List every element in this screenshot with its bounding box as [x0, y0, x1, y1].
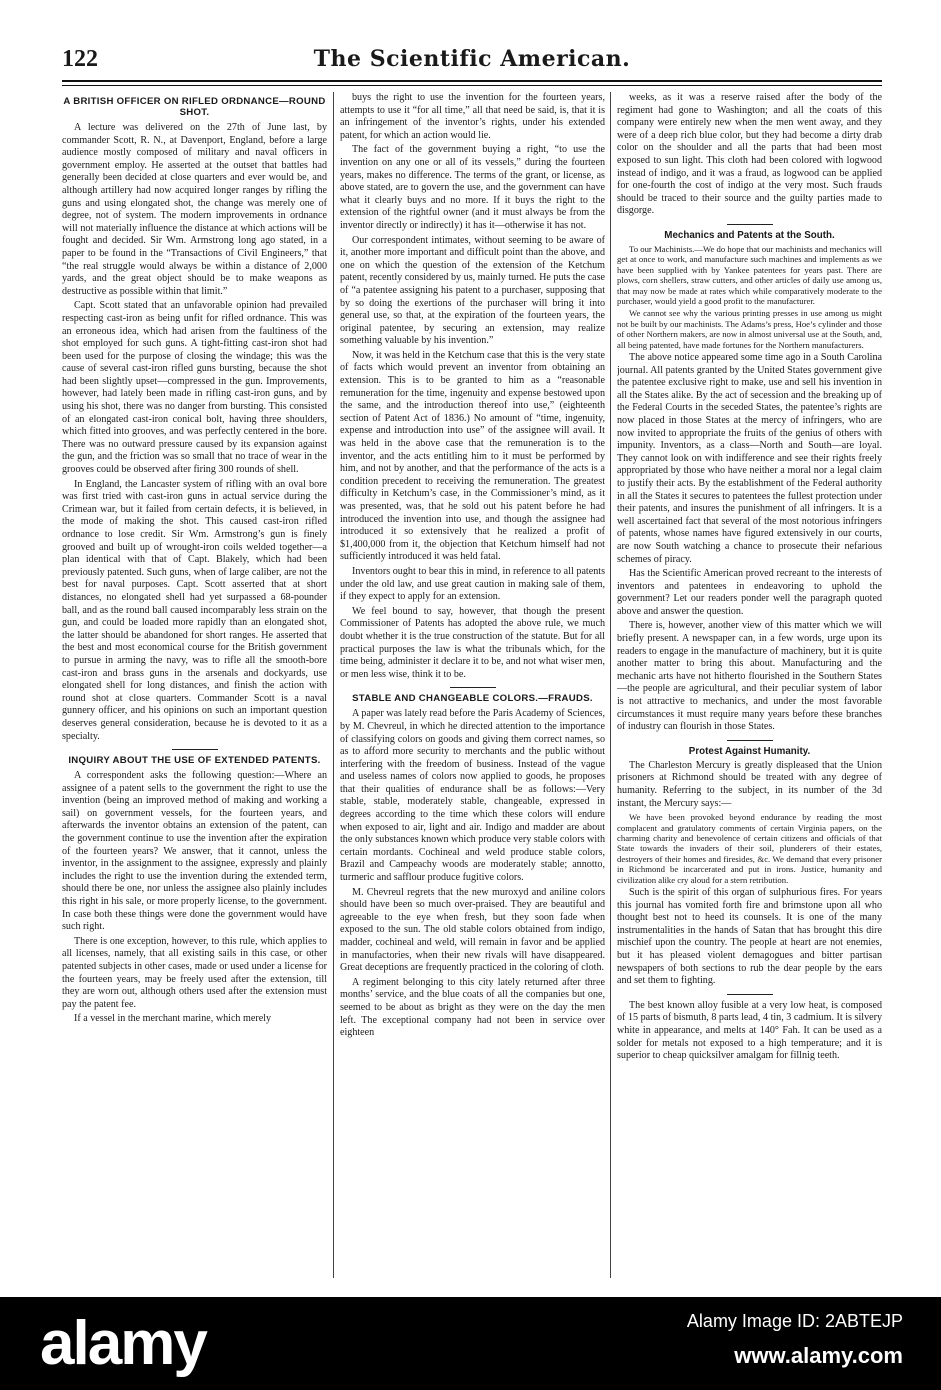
page-number: 122 [62, 46, 98, 72]
image-id: Alamy Image ID: 2ABTEJP [686, 1311, 903, 1331]
paragraph: A correspondent asks the following question:—Where an assignee of a patent sells to the government the right to use the invention (being an improved method of making and working a sail) on government vessels, for the fourteen years, and afterwards the inventor obtains an extension of the patent, can the government continue to use the invention after the expiration of the fourteen years? We answer, that it cannot, unless the inventor, in the assignment to the assignee, expressly and plainly includes the right to use the invention during the extended term, should there be one, nor unless the assignee also plainly includes this right in his sale, or more properly license, to the government. In case both these things were done the government would have such right. [62, 770, 327, 933]
paragraph: A lecture was delivered on the 27th of June last, by commander Scott, R. N., at Davenport, England, before a large audience mostly composed of military and naval officers in government employ. He asserted at the outset that battles had generally been decided at close quarters and ever would be, and although artillery had now acquired longer ranges by rifling the guns and using elongated shot, the change was merely one of degree, not of system. The modern improvements in ordnance will not materially influence the distance at which actions will be fought and decided. Sir Wm. Armstrong long ago stated, in a paper to be found in the “Transactions of Civil Engineers,” that “the real struggle would always be within a distance of 2,000 yards, and the great object should be to make weapons as destructive as possible within that limit.” [62, 122, 327, 297]
paragraph: There is, however, another view of this matter which we will briefly present. A newspaper can, in a few words, urge upon its readers to engage in the manufacture of machinery, but it is quite another matter to bring this about. Manufacturing and the mechanic arts have not hitherto flourished in the Southern States—the people are agricultural, and their peculiar system of labor is not attractive to mechanics, and under the most favorable circumstances it must require many years before these branches of industry can flourish in those States. [617, 620, 882, 733]
section-separator [727, 224, 773, 225]
paragraph: There is one exception, however, to this rule, which applies to all licenses, namely, that all existing sails in this case, or other patented subjects in other cases, made or used under a license for the fourteen years, may be freely used after the extension, till they are worn out, although others used after the extension must pay the patent fee. [62, 935, 327, 1010]
column-1 [62, 92, 327, 1282]
quoted-paragraph: To our Machinists.—We do hope that our machinists and mechanics will get at once to work, and manufacture such machines and implements as we have been supplied with by Yankee patentees for years past. There are plows, corn shellers, straw cutters, and other articles of daily use among us, that may now be made at rates which while comparatively moderate to the purchaser, would yield a good profit to the manufacturer. [617, 243, 882, 306]
paragraph: weeks, as it was a reserve raised after the body of the regiment had gone to Washington; and all the coats of this company were entirely new when the men went away, and they were of a deep rich blue color, but they had become a dirty drab color on the shoulder and all the parts that had been most exposed to sun light. This cloth had been colored with logwood instead of indigo, and it was a fraud, as logwood can be applied for one-fourth the cost of indigo at the very most. Such frauds should be traced to their source and the guilty parties made to disgorge. [617, 92, 882, 217]
paragraph: In England, the Lancaster system of rifling with an oval bore was first tried with cast-iron guns in actual service during the Crimean war, but it failed from certain defects, it is believed, in the mode of making the shot. This caused cast-iron rifled ordnance to lose credit. Sir Wm. Armstrong’s gun is finely grooved and built up of wrought-iron coils welded together—a plan identical with that of Capt. Blakely, which had been previously patented. Such guns, when of large caliber, are not the best for naval purposes. Capt. Scott asserted that at short distances, no elongated shell had yet surpassed a 68-pounder ball, and as the round ball caused incomparably less strain on the gun, and could be loaded more rapidly than an elongated shot, the latter should be abandoned for short ranges. He asserted that the best and most economical course for the British government to pursue in arming the navy, was to rifle all the smooth-bore cast-iron and brass guns in the arsenals and dockyards, use elongated shell for long distances, and finish the action with round shot at close quarters. Commander Scott is a naval gunnery officer, and his opinions on such an important question deserves general consideration, because he is devoted to it as a specialty. [62, 478, 327, 742]
paragraph: Inventors ought to bear this in mind, in reference to all patents under the old law, and use great caution in making sale of them, if they expect to apply for an extension. [340, 565, 605, 603]
article-title: STABLE AND CHANGEABLE COLORS.—FRAUDS. [352, 693, 593, 705]
paragraph: The Charleston Mercury is greatly displeased that the Union prisoners at Richmond should be treated with any degree of humanity. Referring to the subject, in its number of the 3d instant, the Mercury says:— [617, 759, 882, 809]
paragraph: Now, it was held in the Ketchum case that this is the very state of facts which would prevent an inventor from obtaining an extension. This is to be granted to him as a “reasonable remuneration for the time, ingenuity and expense bestowed upon the same, and the introduction thereof into use,” (eighteenth section of Patent Act of 1836.) No amount of “time, ingenuity, expense and introduction into use” of the assignee will avail. It was held in the above case that the remuneration is to the inventor, and the acts entitling him to it must be performed by him, and not by another, and that the performance of the acts is a condition precedent to receiving the remuneration. The greatest difficulty in Ketchum’s case, in the Commissioner’s mind, as it was presented, was, that he sold out his patent before he had introduced the invention into use, and though the assignee had introduced it so extensively that he realized a profit of $1,400,000 from it, the objection that Ketchum himself had not sufficiently introduced it was held fatal. [340, 349, 605, 563]
column-3 [617, 92, 882, 1282]
paragraph: Our correspondent intimates, without seeming to be aware of it, another more important and difficult point than the above, and one on which the question of the extension of the Ketchum patent, recently considered by us, mainly turned. He puts the case of “a patentee assigning his patent to a purchaser, supposing that by so doing the exertions of the purchaser will bring it into general use, so that, at the expiration of the fourteen years, the original patentee, by securing an extension, may realize something valuable by his invention.” [340, 234, 605, 347]
article-title: A BRITISH OFFICER ON RIFLED ORDNANCE—ROUND SHOT. [63, 96, 326, 118]
paragraph: Capt. Scott stated that an unfavorable opinion had prevailed respecting cast-iron as being unfit for rifled ordnance. This was an erroneous idea, which had arisen from the faultiness of the shot employed for such guns. A tight-fitting cast-iron shot had been used for the purpose of closing the windage; this was the cause of several cast-iron rifled guns bursting, because the shot had been slightly upset—compressed in the gun. Improvements, however, had lately been made in rifling cast-iron guns, and by using his shot, there was no danger from bursting. This consisted of an elongated cast-iron conical bolt, having three shoulders, which fitted into grooves, and was perfectly centered in the bore. There was no outward pressure caused by its expansion against the gun, and the friction was so small that no trace of wear in the grooves could be observed after firing 300 rounds of shell. [62, 300, 327, 476]
column-2 [340, 92, 605, 1282]
column-divider [333, 92, 334, 1278]
header-rule-thin [62, 85, 882, 86]
header-rule [62, 80, 882, 82]
paragraph: A paper was lately read before the Paris Academy of Sciences, by M. Chevreul, in which he directed attention to the importance of classifying colors on goods and giving them correct names, so as to afford more security to merchants and the public without interfering with the freedom of business. Instead of the vague and useless names of colors now applied to goods, he proposes that their qualities of endurance shall be as follows:—Very stable, stable, moderately stable, changeable, expressed in degrees according to the time which these colors will endure when exposed to air, light and air. Indigo and madder are about the only substances known which produce very stable colors with certain mordants. Cochineal and weld produce stable colors, Brazil and Campeachy woods are moderately stable; annotto, turmeric and safflour produce fugitive colors. [340, 708, 605, 884]
paragraph: If a vessel in the merchant marine, which merely [74, 1013, 272, 1025]
article-title: INQUIRY ABOUT THE USE OF EXTENDED PATENTS. [68, 755, 321, 767]
paragraph: buys the right to use the invention for the fourteen years, attempts to use it “for all time,” all that need be said, is, that it is an infringement of the inventor’s rights, under his extended patent, for which an action would lie. [340, 92, 605, 141]
journal-title: The Scientific American. [313, 46, 631, 72]
section-separator [450, 687, 496, 688]
paragraph: Such is the spirit of this organ of sulphurious fires. For years this journal has vomited forth fire and brimstone upon all who thought best not to heed its counsels. It is one of the many instrumentalities in the hands of Satan that has brought this dire mischief upon the country. The people at heart are not enemies, but it has pleased violent demagogues and bitter partisan newspapers of both sections to rub the dear people by the ears and set them to fighting. [617, 887, 882, 987]
paragraph: We feel bound to say, however, that though the present Commissioner of Patents has adopted the above rule, we much doubt whether it is the true construction of the statute. But for all practical purposes the law is what the tribunals which, for the time being, administer it declare it to be, and not what wiser men, or men less wise, think it to be. [340, 605, 605, 680]
paragraph: The above notice appeared some time ago in a South Carolina journal. All patents granted by the United States government give the patentee exclusive right to make, use and sell his invention in all the States alike. By the act of secession and the breaking up of the Federal Courts in the seceded States, the patentee’s rights are now placed in those States at the mercy of infringers, who are now invited to appropriate the fruits of the genius of others with impunity. Inventors, as a class—North and South—are loyal. They cannot look on with indifference and see their rights freely appropriated by those who have neither a moral nor a legal claim to justify their acts. By the establishment of the Federal authority in all the States it secures to patentees the fullest protection under their patents, and insures the punishment of all infringers. It is a well ascertained fact that several of the most notorious infringers of patents, whose names have figured extensively in our courts, are now South watching a chance to prosecute their nefarious schemes of piracy. [617, 352, 882, 565]
article-title: Protest Against Humanity. [688, 745, 811, 757]
watermark-footer [0, 1297, 941, 1390]
paragraph: The best known alloy fusible at a very low heat, is composed of 15 parts of bismuth, 8 parts lead, 4 tin, 3 cadmium. It is silvery white in appearance, and melts at 140° Fah. It can be used as a solder for metals not exposed to a high temperature; and it is superior to cheap quicksilver amalgam for fillnig teeth. [617, 999, 882, 1062]
section-separator [727, 994, 773, 995]
paragraph: M. Chevreul regrets that the new muroxyd and aniline colors should have been so much over-praised. They are beautiful and agreeable to the eye when fresh, but they soon fade when exposed to the sun. The old stable colors obtained from indigo, madder, cochineal and weld, will remain in favor and be applied in manufactories, when their new rivals will have disappeared. Great deceptions are frequently practiced in the coloring of cloth. [340, 886, 605, 974]
column-divider [610, 92, 611, 1278]
paragraph: The fact of the government buying a right, “to use the invention on any one or all of its vessels,” during the fourteen years, makes no difference. The terms of the grant, or license, as above stated, are to govern the use, and the government can have what it clearly buys and no more. If it buys the right to the extension of the rightful owner (and it must always be from the inventor directly or indirectly) it has it—otherwise it has not. [340, 144, 605, 231]
quoted-paragraph: We have been provoked beyond endurance by reading the most complacent and gratulatory comments of certain Virginia papers, on the charming charity and benevolence of certain citizens and officials of that State towards the invaders of their soil, plunderers of their estates, destroyers of their homes and firesides, &c. We demand that every prisoner in Richmond be incarcerated and put in irons. Justice, humanity and civilization alike cry aloud for a stern retribution. [617, 812, 882, 885]
article-title: Mechanics and Patents at the South. [664, 229, 835, 241]
paragraph: Has the Scientific American proved recreant to the interests of inventors and patentees in endeavoring to uphold the government? Let our readers ponder well the paragraph quoted above and answer the question. [617, 568, 882, 617]
masthead [62, 46, 882, 80]
quoted-paragraph: We cannot see why the various printing presses in use among us might not be built by our machinists. The Adams’s press, Hoe’s cylinder and those of other Northern makers, are now in almost universal use at the South, and, all being patented, have made fortunes for the Northern manufacturers. [617, 308, 882, 350]
alamy-logo: alamy [40, 1309, 206, 1378]
paragraph: A regiment belonging to this city lately returned after three months’ service, and the blue coats of all the companies but one, seemed to be about as bright as they were on the day the men left. The exceptional company had not been in service over eighteen [340, 976, 605, 1039]
section-separator [727, 740, 773, 741]
site-url: www.alamy.com [734, 1343, 903, 1368]
section-separator [172, 749, 218, 750]
